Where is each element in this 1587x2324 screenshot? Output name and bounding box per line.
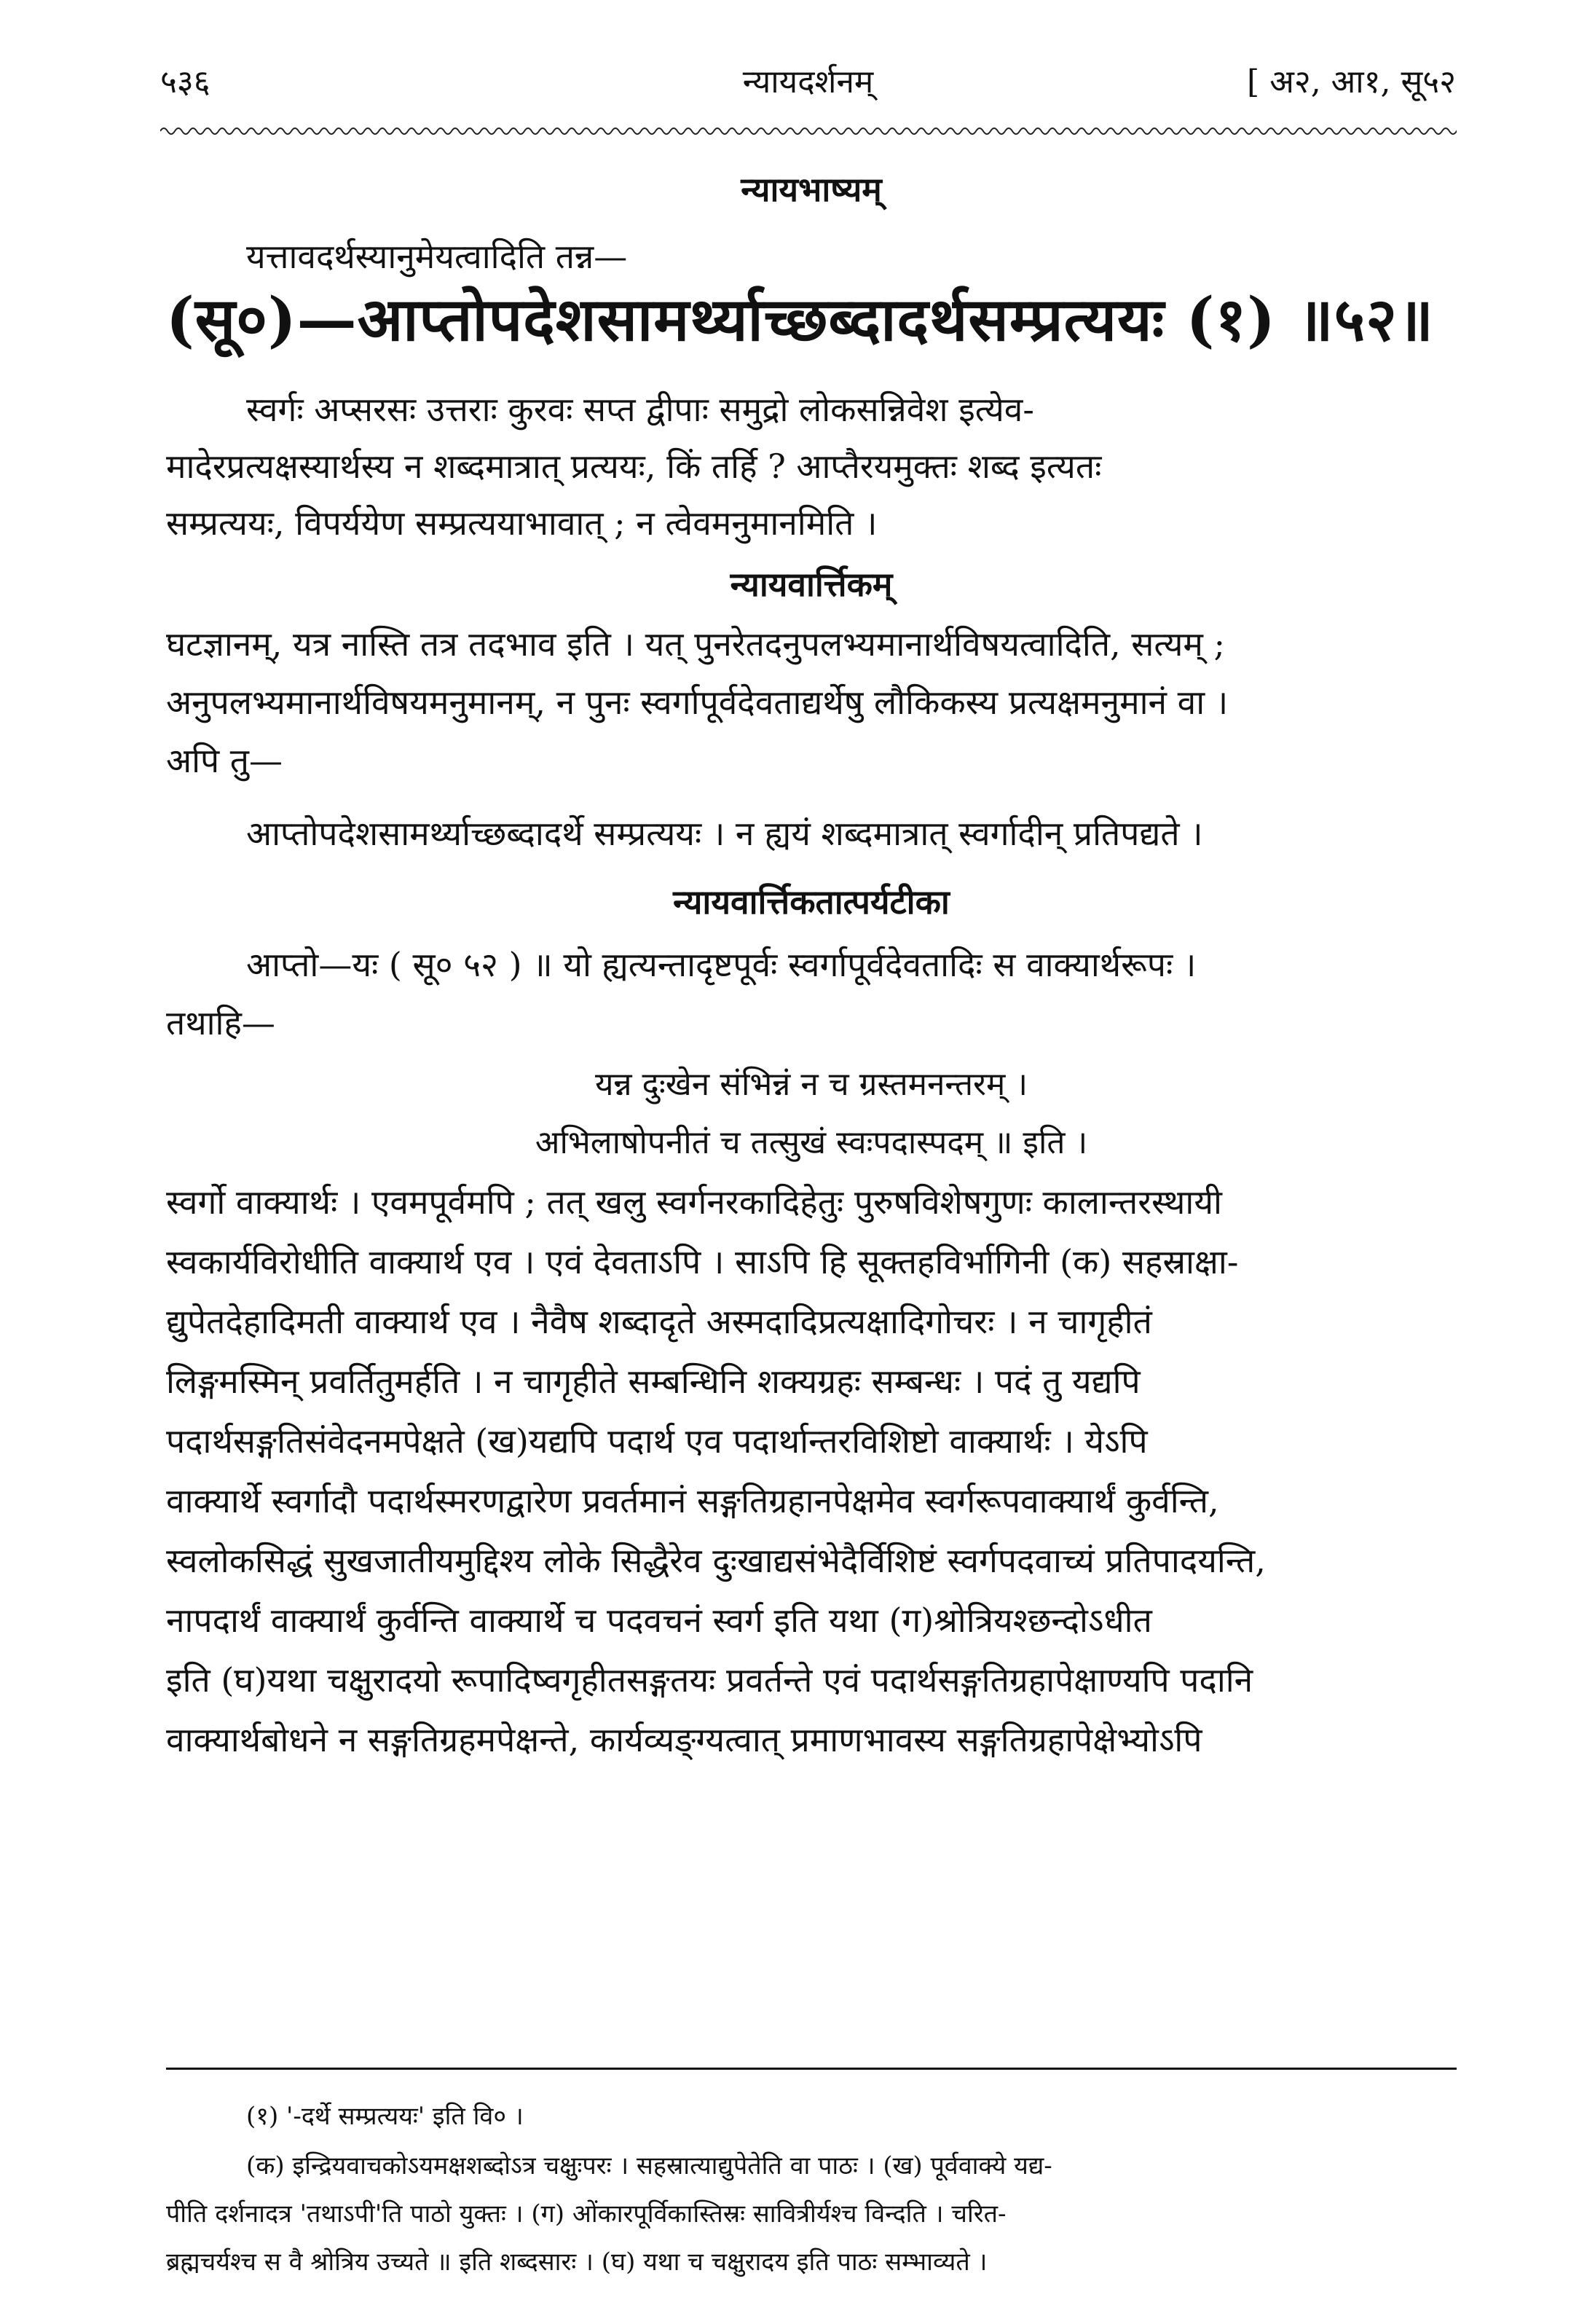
vartika-line-4: आप्तोपदेशसामर्थ्याच्छब्दादर्थे सम्प्रत्ययः । न ह्ययं शब्दमात्रात् स्वर्गादीन् प्रतिपद्यते । <box>246 814 1203 853</box>
footnote-continuation-2: ब्रह्मचर्यश्च स वै श्रोत्रिय उच्यते ॥ इति शब्दसारः । (घ) यथा च चक्षुरादय इति पाठः सम्भाव्यते । <box>166 2248 988 2277</box>
sutra-52: (सू०)—आप्तोपदेशसामर्थ्याच्छब्दादर्थसम्प्रत्ययः (१) ॥५२॥ <box>166 285 1434 355</box>
running-title: न्यायदर्शनम् <box>742 63 874 101</box>
vartika-heading: न्यायवार्त्तिकम् <box>730 565 893 604</box>
tika-para-line-3: द्युपेतदेहादिमती वाक्यार्थ एव । नैवैष शब्दादृते अस्मदादिप्रत्यक्षादिगोचरः । न चागृहीतं <box>166 1302 1152 1341</box>
tika-para-line-1: स्वर्गो वाक्यार्थः । एवमपूर्वमपि ; तत् खलु स्वर्गनरकादिहेतुः पुरुषविशेषगुणः कालान्तरस्थायी <box>166 1182 1222 1222</box>
footnote-1: (१) '-दर्थे सम्प्रत्ययः' इति वि० । <box>246 2102 524 2131</box>
vartika-line-1: घटज्ञानम्, यत्र नास्ति तत्र तदभाव इति । यत् पुनरेतदनुपलभ्यमानार्थविषयत्वादिति, सत्यम् ; <box>166 624 1226 664</box>
footnote-separator <box>166 2068 1457 2070</box>
footnote-continuation-1: पीति दर्शनादत्र 'तथाऽपी'ति पाठो युक्तः । (ग) ओंकारपूर्विकास्तिस्रः सावित्रीर्यश्च विन्दति । चरित- <box>166 2199 1007 2229</box>
tika-para-line-4: लिङ्गमस्मिन् प्रवर्तितुमर्हति । न चागृहीते सम्बन्धिनि शक्यग्रहः सम्बन्धः । पदं तु यद्यपि <box>166 1362 1141 1401</box>
header-wavy-rule <box>160 122 1457 140</box>
tika-para-line-7: स्वलोकसिद्धं सुखजातीयमुद्दिश्य लोके सिद्धैरेव दुःखाद्यसंभेदैर्विशिष्टं स्वर्गपदवाच्यं प्रतिपादयन्ति, <box>166 1541 1266 1580</box>
verse-line-1: यन्न दुःखेन संभिन्नं न च ग्रस्तमनन्तरम् । <box>594 1066 1028 1103</box>
tika-line-1: आप्तो—यः ( सू० ५२ ) ॥ यो ह्यत्यन्तादृष्टपूर्वः स्वर्गापूर्वदेवतादिः स वाक्यार्थरूपः । <box>246 945 1197 984</box>
footnote-ka: (क) इन्द्रियवाचकोऽयमक्षशब्दोऽत्र चक्षुःपरः । सहस्रात्याद्युपेतेति वा पाठः । (ख) पूर्ववाक्ये यद्य- <box>246 2151 1052 2180</box>
verse-line-2: अभिलाषोपनीतं च तत्सुखं स्वःपदास्पदम् ॥ इति । <box>535 1124 1088 1161</box>
tika-heading: न्यायवार्त्तिकतात्पर्यटीका <box>673 882 950 922</box>
tika-para-line-10: वाक्यार्थबोधने न सङ्गतिग्रहमपेक्षन्ते, कार्यव्यङ्ग्यत्वात् प्रमाणभावस्य सङ्गतिग्रहापेक्षेभ्योऽपि <box>166 1720 1202 1759</box>
bhashya-line-3: सम्प्रत्ययः, विपर्ययेण सम्प्रत्ययाभावात् ; न त्वेवमनुमानमिति । <box>166 503 878 543</box>
bhashya-intro: यत्तावदर्थस्यानुमेयत्वादिति तन्न— <box>246 237 628 276</box>
running-header <box>160 51 1456 109</box>
section-reference: [ अ२, आ१, सू५२ <box>1247 63 1456 101</box>
page-number: ५३६ <box>160 63 210 101</box>
tika-line-2: तथाहि— <box>166 1003 275 1043</box>
bhashya-line-1: स्वर्गः अप्सरसः उत्तराः कुरवः सप्त द्वीपाः समुद्रो लोकसन्निवेश इत्येव- <box>246 390 1034 429</box>
tika-para-line-6: वाक्यार्थे स्वर्गादौ पदार्थस्मरणद्वारेण प्रवर्तमानं सङ्गतिग्रहानपेक्षमेव स्वर्गरूपवाक्यार्थं कुर्वन्ति, <box>166 1481 1219 1520</box>
tika-para-line-2: स्वकार्यविरोधीति वाक्यार्थ एव । एवं देवताऽपि । साऽपि हि सूक्तहविर्भागिनी (क) सहस्राक्षा- <box>166 1242 1239 1281</box>
tika-para-line-9: इति (घ)यथा चक्षुरादयो रूपादिष्वगृहीतसङ्गतयः प्रवर्तन्ते एवं पदार्थसङ्गतिग्रहापेक्षाण्यपि पदानि <box>166 1660 1253 1700</box>
bhashya-line-2: मादेरप्रत्यक्षस्यार्थस्य न शब्दमात्रात् प्रत्ययः, किं तर्हि ? आप्तैरयमुक्तः शब्द इत्यतः <box>166 447 1102 486</box>
vartika-line-3: अपि तु— <box>166 741 283 780</box>
vartika-line-2: अनुपलभ्यमानार्थविषयमनुमानम्, न पुनः स्वर्गापूर्वदेवताद्यर्थेषु लौकिकस्य प्रत्यक्षमनुमानं वा । <box>166 683 1229 722</box>
bhashya-heading: न्यायभाष्यम् <box>741 170 882 209</box>
tika-para-line-5: पदार्थसङ्गतिसंवेदनमपेक्षते (ख)यद्यपि पदार्थ एव पदार्थान्तरविशिष्टो वाक्यार्थः । येऽपि <box>166 1421 1148 1461</box>
tika-para-line-8: नापदार्थं वाक्यार्थं कुर्वन्ति वाक्यार्थे च पदवचनं स्वर्ग इति यथा (ग)श्रोत्रियश्छन्दोऽधीत <box>166 1601 1152 1640</box>
